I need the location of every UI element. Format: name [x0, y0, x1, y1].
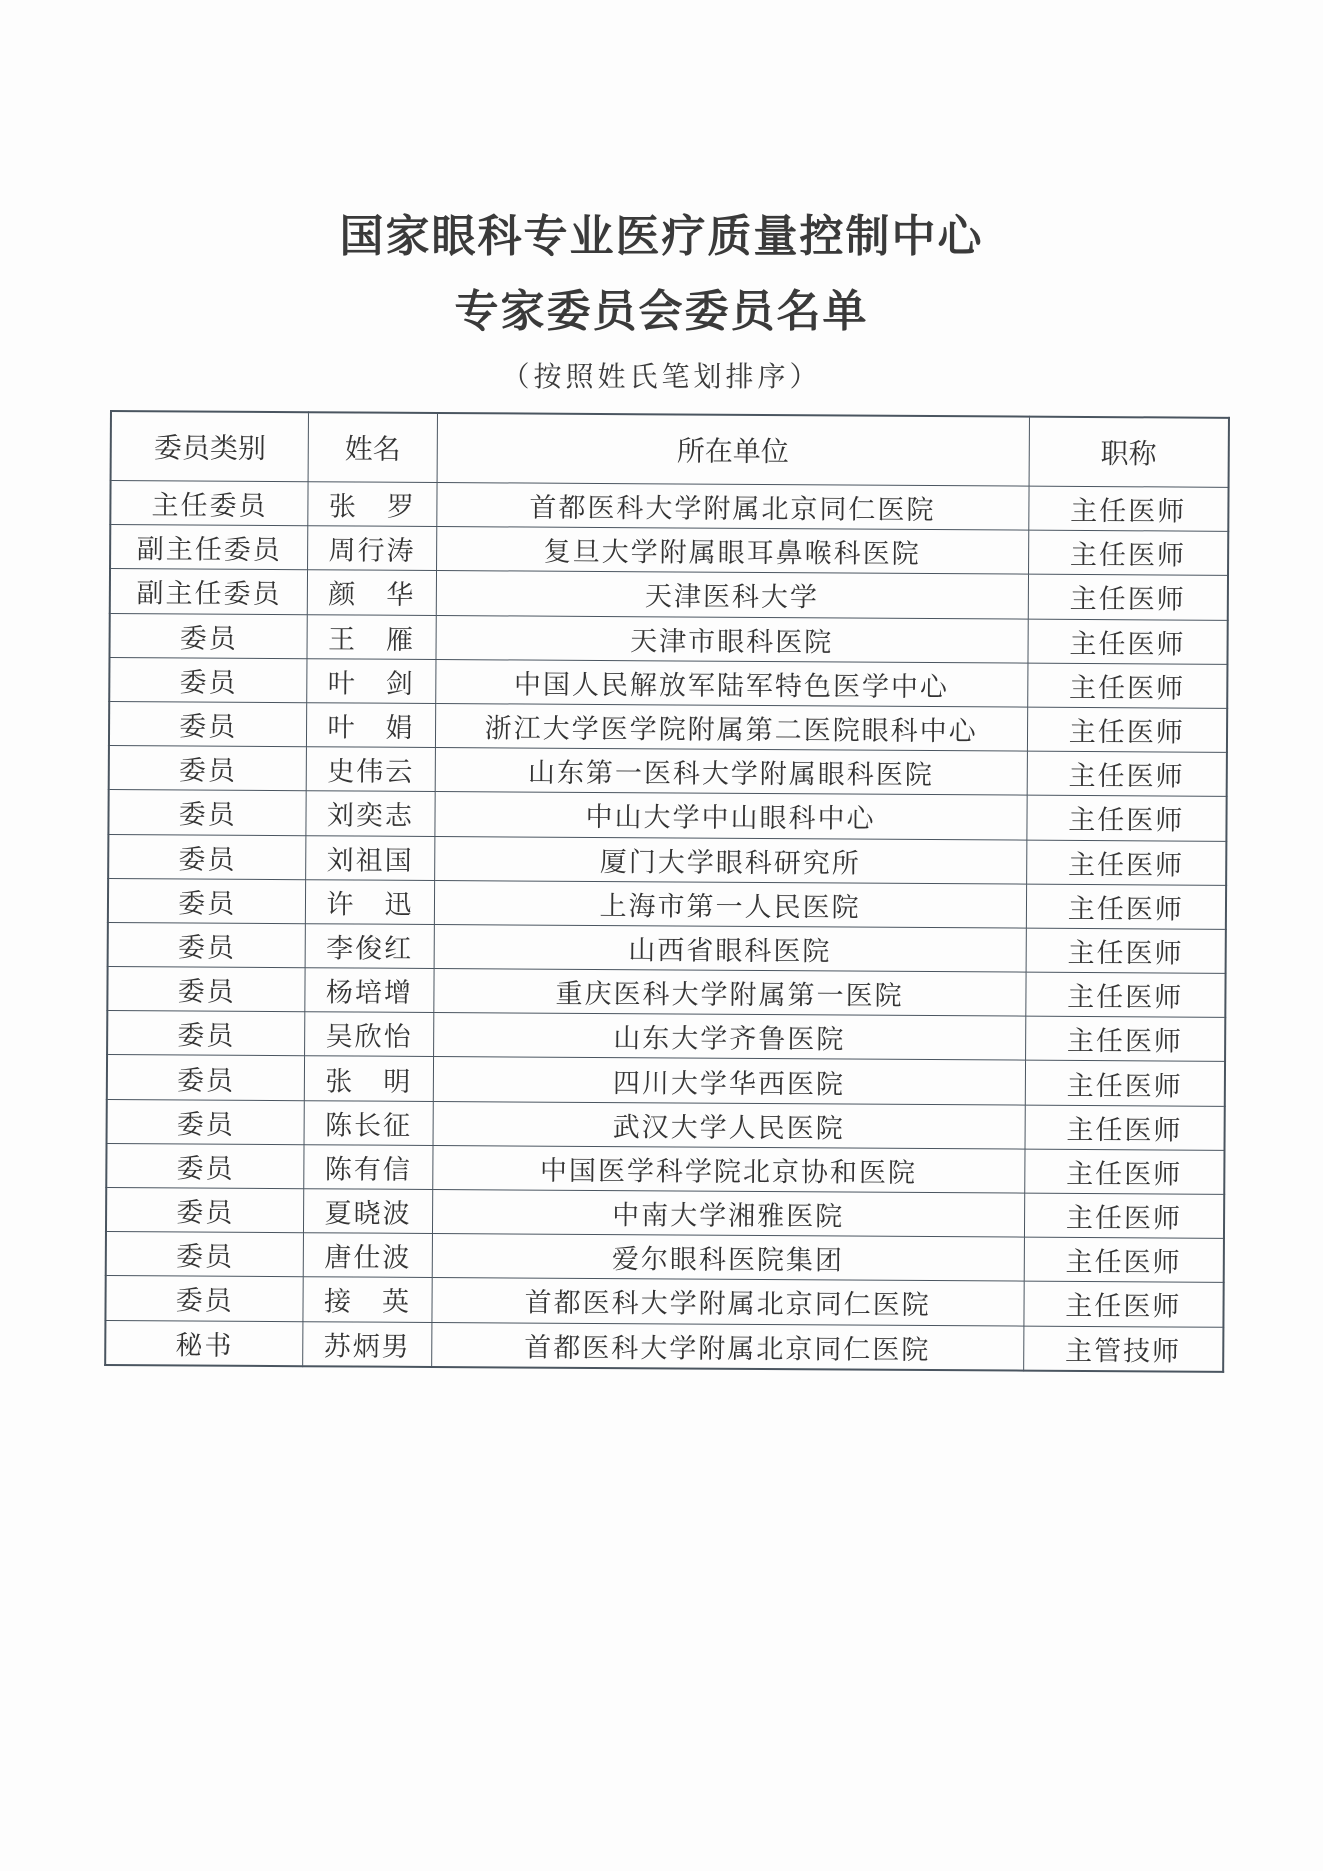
- cell-title: 主任医师: [1025, 1105, 1225, 1150]
- cell-title: 主管技师: [1023, 1326, 1223, 1372]
- cell-category: 委员: [108, 834, 306, 879]
- cell-title: 主任医师: [1024, 1193, 1224, 1238]
- cell-category: 委员: [108, 878, 306, 923]
- table-row: [106, 1143, 1224, 1194]
- cell-name: 张 罗: [308, 482, 436, 527]
- cell-name: 周行涛: [308, 526, 436, 571]
- cell-organization: 首都医科大学附属北京同仁医院: [431, 1278, 1023, 1326]
- table-header: [111, 411, 1229, 487]
- cell-name: 李俊红: [305, 924, 433, 969]
- table-row: [110, 481, 1228, 532]
- cell-name: 接 英: [303, 1277, 431, 1322]
- cell-category: 主任委员: [110, 481, 308, 526]
- cell-category: 委员: [109, 746, 307, 791]
- cell-title: 主任医师: [1026, 928, 1226, 973]
- cell-organization: 上海市第一人民医院: [434, 880, 1026, 928]
- table-header-row: [111, 411, 1229, 487]
- table-row: [109, 613, 1227, 664]
- header-name: 姓名: [308, 412, 437, 482]
- cell-organization: 中南大学湘雅医院: [432, 1189, 1024, 1237]
- cell-organization: 首都医科大学附属北京同仁医院: [436, 482, 1028, 530]
- cell-name: 刘奕志: [306, 791, 434, 836]
- cell-name: 颜 华: [308, 570, 436, 615]
- cell-organization: 重庆医科大学附属第一医院: [433, 969, 1025, 1017]
- cell-name: 刘祖国: [306, 835, 434, 880]
- cell-category: 副主任委员: [110, 569, 308, 614]
- cell-name: 张 明: [305, 1056, 433, 1101]
- cell-category: 委员: [108, 790, 306, 835]
- cell-category: 委员: [106, 1143, 304, 1188]
- cell-organization: 爱尔眼科医院集团: [432, 1234, 1024, 1282]
- cell-title: 主任医师: [1028, 530, 1228, 575]
- cell-name: 许 迅: [306, 879, 434, 924]
- cell-category: 委员: [107, 1055, 305, 1100]
- table-row: [108, 790, 1226, 841]
- cell-name: 叶 娟: [307, 703, 435, 748]
- cell-title: 主任医师: [1027, 751, 1227, 796]
- cell-organization: 复旦大学附属眼耳鼻喉科医院: [436, 527, 1028, 575]
- cell-name: 陈长征: [304, 1100, 432, 1145]
- header-category: 委员类别: [111, 411, 309, 482]
- cell-category: 委员: [109, 701, 307, 746]
- cell-title: 主任医师: [1026, 840, 1226, 885]
- cell-organization: 中国医学科学院北京协和医院: [432, 1145, 1024, 1193]
- cell-category: 委员: [107, 967, 305, 1012]
- cell-category: 委员: [106, 1232, 304, 1277]
- cell-organization: 山东第一医科大学附属眼科医院: [435, 748, 1027, 796]
- table-row: [109, 746, 1227, 797]
- cell-title: 主任医师: [1028, 619, 1228, 664]
- table-row: [107, 1011, 1225, 1062]
- table-row: [107, 1055, 1225, 1106]
- table-row: [108, 878, 1226, 929]
- cell-organization: 浙江大学医学院附属第二医院眼科中心: [435, 703, 1027, 751]
- table-row: [106, 1232, 1224, 1283]
- cell-name: 史伟云: [307, 747, 435, 792]
- table-row: [110, 569, 1228, 620]
- cell-organization: 四川大学华西医院: [433, 1057, 1025, 1105]
- table-row: [109, 701, 1227, 752]
- cell-organization: 山东大学齐鲁医院: [433, 1013, 1025, 1061]
- cell-organization: 天津市眼科医院: [436, 615, 1028, 663]
- table-row: [105, 1276, 1223, 1327]
- table-row: [107, 1099, 1225, 1150]
- cell-title: 主任医师: [1025, 1016, 1225, 1061]
- cell-category: 委员: [108, 922, 306, 967]
- cell-organization: 天津医科大学: [436, 571, 1028, 619]
- cell-category: 委员: [107, 1099, 305, 1144]
- table-row: [109, 657, 1227, 708]
- cell-name: 夏晓波: [304, 1189, 432, 1234]
- document-title-line1: 国家眼科专业医疗质量控制中心: [339, 211, 984, 262]
- cell-organization: 首都医科大学附属北京同仁医院: [431, 1322, 1023, 1370]
- cell-title: 主任医师: [1024, 1149, 1224, 1194]
- table-row: [107, 967, 1225, 1018]
- cell-category: 委员: [105, 1276, 303, 1321]
- cell-category: 委员: [106, 1187, 304, 1232]
- cell-name: 杨培增: [305, 968, 433, 1013]
- cell-name: 王 雁: [307, 614, 435, 659]
- table-row: [108, 834, 1226, 885]
- header-organization: 所在单位: [437, 413, 1029, 486]
- cell-organization: 厦门大学眼科研究所: [434, 836, 1026, 884]
- cell-name: 陈有信: [304, 1145, 432, 1190]
- cell-category: 委员: [109, 613, 307, 658]
- cell-title: 主任医师: [1028, 486, 1228, 531]
- cell-organization: 中国人民解放军陆军特色医学中心: [435, 659, 1027, 707]
- cell-organization: 山西省眼科医院: [434, 924, 1026, 972]
- document-title-line2: 专家委员会委员名单: [454, 286, 869, 337]
- cell-title: 主任医师: [1027, 707, 1227, 752]
- cell-organization: 武汉大学人民医院: [433, 1101, 1025, 1149]
- cell-organization: 中山大学中山眼科中心: [434, 792, 1026, 840]
- cell-category: 秘书: [105, 1320, 303, 1366]
- cell-title: 主任医师: [1024, 1237, 1224, 1282]
- cell-name: 唐仕波: [304, 1233, 432, 1278]
- table-row: [110, 525, 1228, 576]
- table-row: [105, 1320, 1223, 1372]
- table-row: [106, 1187, 1224, 1238]
- table-row: [108, 922, 1226, 973]
- cell-title: 主任医师: [1025, 1061, 1225, 1106]
- cell-title: 主任医师: [1024, 1281, 1224, 1326]
- cell-name: 叶 剑: [307, 658, 435, 703]
- cell-title: 主任医师: [1027, 663, 1227, 708]
- cell-title: 主任医师: [1027, 795, 1227, 840]
- cell-category: 委员: [107, 1011, 305, 1056]
- cell-category: 委员: [109, 657, 307, 702]
- cell-name: 吴欣怡: [305, 1012, 433, 1057]
- cell-title: 主任医师: [1025, 972, 1225, 1017]
- cell-name: 苏炳男: [303, 1321, 431, 1366]
- table-body: [105, 481, 1228, 1372]
- cell-title: 主任医师: [1028, 574, 1228, 619]
- cell-title: 主任医师: [1026, 884, 1226, 929]
- committee-roster-table: [104, 410, 1230, 1373]
- cell-category: 副主任委员: [110, 525, 308, 570]
- document-subtitle: （按照姓氏笔划排序）: [501, 360, 822, 393]
- header-title: 职称: [1029, 417, 1229, 488]
